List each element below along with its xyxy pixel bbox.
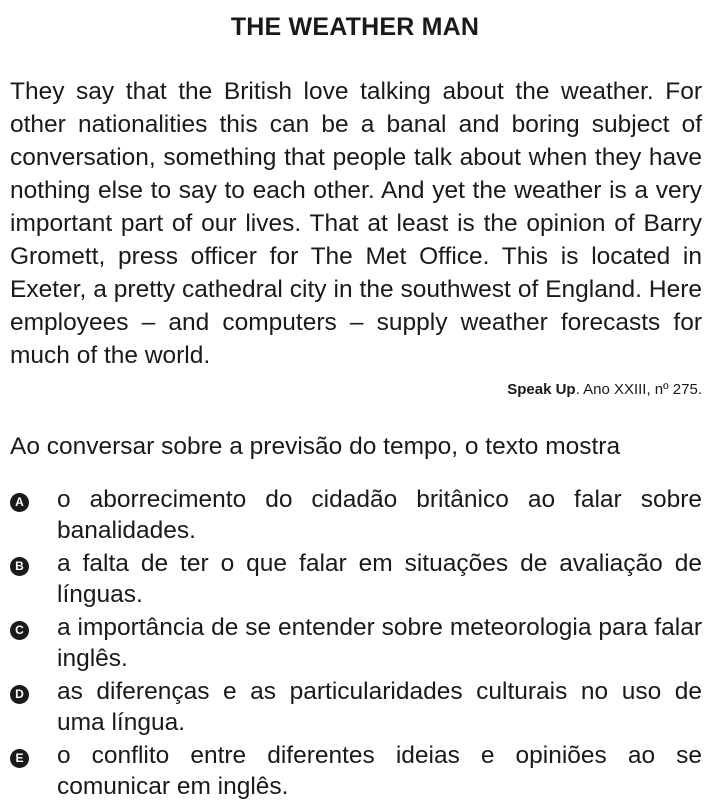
- option-c[interactable]: [10, 612, 704, 676]
- source-publication: Speak Up: [507, 381, 576, 398]
- option-letter-badge: B: [10, 557, 29, 576]
- reading-passage: They say that the British love talking about the weather. For other nationalities this can be a banal and boring subject of conversation, something that people talk about when they have nothing else to say to each other. And yet the weather is a very important part of our lives. That at least is the opinion of Barry Gromett, press officer for The Met Office. This is located in Exeter, a pretty cathedral city in the southwest of England. Here employees – and computers – supply weather forecasts for much of the world.: [10, 78, 702, 369]
- answer-options: [10, 484, 704, 804]
- option-text: a importância de se entender sobre meteorologia para falar inglês.: [57, 614, 702, 672]
- option-text: a falta de ter o que falar em situações de avaliação de línguas.: [57, 550, 702, 608]
- source-details: . Ano XXIII, nº 275.: [575, 381, 702, 398]
- option-b[interactable]: [10, 548, 704, 612]
- option-text: o conflito entre diferentes ideias e opiniões ao se comunicar em inglês.: [57, 742, 702, 800]
- option-text: o aborrecimento do cidadão britânico ao falar sobre banalidades.: [57, 486, 702, 544]
- option-d[interactable]: [10, 676, 704, 740]
- option-e[interactable]: [10, 740, 704, 804]
- source-citation: [507, 380, 702, 400]
- option-letter-badge: A: [10, 493, 29, 512]
- question-stem: Ao conversar sobre a previsão do tempo, o texto mostra: [10, 433, 621, 460]
- option-letter-badge: E: [10, 749, 29, 768]
- option-text: as diferenças e as particularidades culturais no uso de uma língua.: [57, 678, 702, 736]
- option-letter-badge: D: [10, 685, 29, 704]
- option-letter-badge: C: [10, 621, 29, 640]
- text-title: THE WEATHER MAN: [230, 13, 480, 41]
- option-a[interactable]: [10, 484, 704, 548]
